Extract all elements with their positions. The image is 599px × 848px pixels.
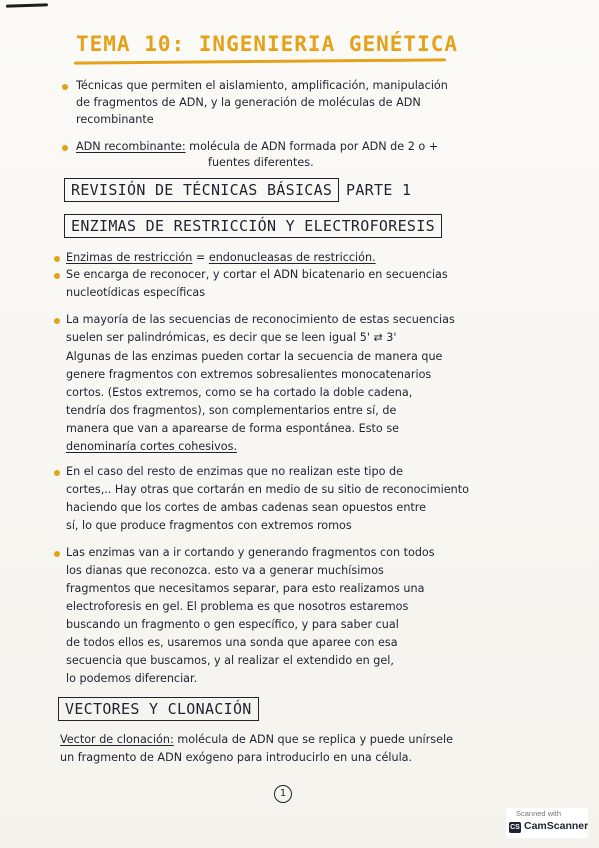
resto-line-4: sí, lo que produce fragmentos con extremos romos bbox=[66, 519, 352, 532]
adn-recombinante-def-2: fuentes diferentes. bbox=[208, 156, 314, 169]
electro-line-3: fragmentos que necesitamos separar, para esto realizamos una bbox=[66, 582, 425, 595]
adn-recombinante-def bbox=[76, 139, 438, 154]
mayoria-line-5: cortos. (Estos extremos, como se ha cortado la doble cadena, bbox=[66, 386, 413, 399]
mayoria-line-2-text: suelen ser palindrómicas, es decir que se leen igual 5' bbox=[66, 331, 370, 344]
bullet-dot bbox=[62, 145, 68, 151]
resto-line-2: cortes,.. Hay otras que cortarán en medio de su sitio de reconocimiento bbox=[66, 483, 469, 496]
electro-line-5: buscando un fragmento o gen específico, y para saber cual bbox=[66, 618, 399, 631]
page-number: 1 bbox=[274, 785, 292, 803]
resto-line-3: haciendo que los cortes de ambas cadenas sean opuestos entre bbox=[66, 501, 427, 514]
section-heading-tecnicas: REVISIÓN DE TÉCNICAS BÁSICAS bbox=[64, 178, 339, 202]
mayoria-line-2 bbox=[66, 330, 396, 345]
vector-term: Vector de clonación: bbox=[60, 733, 174, 746]
bullet-dot bbox=[54, 551, 60, 557]
electro-line-2: los dianas que reconozca. esto va a generar muchísimos bbox=[66, 564, 384, 577]
enzimas-equals: = bbox=[195, 251, 206, 264]
vector-line-1: molécula de ADN que se replica y puede unírsele bbox=[177, 733, 453, 746]
resto-line-1: En el caso del resto de enzimas que no realizan este tipo de bbox=[66, 465, 403, 478]
title-underline bbox=[74, 58, 446, 64]
section-part-label: PARTE 1 bbox=[346, 181, 412, 199]
bullet-dot bbox=[54, 256, 60, 262]
mayoria-line-4: genere fragmentos con extremos sobresalientes monocatenarios bbox=[66, 368, 432, 381]
intro-line-2: de fragmentos de ADN, y la generación de moléculas de ADN bbox=[76, 96, 421, 109]
electro-line-1: Las enzimas van a ir cortando y generando fragmentos con todos bbox=[66, 546, 435, 559]
adn-recombinante-def-1: molécula de ADN formada por ADN de 2 o + bbox=[189, 140, 439, 153]
electro-line-7: secuencia que buscamos, y al realizar el extendido en gel, bbox=[66, 654, 394, 667]
mayoria-line-1: La mayoría de las secuencias de reconocimiento de estas secuencias bbox=[66, 313, 455, 326]
electro-line-4: electroforesis en gel. El problema es que nosotros estaremos bbox=[66, 600, 409, 613]
vector-line-2: un fragmento de ADN exógeno para introducirlo en una célula. bbox=[60, 751, 413, 764]
intro-line-3: recombinante bbox=[76, 113, 154, 126]
bullet-dot bbox=[62, 84, 68, 90]
palindrome-arrows-icon: ⇄ bbox=[373, 331, 383, 344]
electro-line-6: de todos ellos es, usaremos una sonda que aparee con esa bbox=[66, 636, 398, 649]
intro-line-1: Técnicas que permiten el aislamiento, amplificación, manipulación bbox=[76, 79, 448, 92]
scanner-caption: Scanned with bbox=[516, 809, 562, 818]
bullet-dot bbox=[54, 470, 60, 476]
mayoria-line-7: manera que van a aparearse de forma espontánea. Esto se bbox=[66, 422, 400, 435]
mayoria-line-6: tendría dos fragmentos), son complementarios entre sí, de bbox=[66, 404, 397, 417]
enzimas-term: Enzimas de restricción bbox=[66, 251, 193, 264]
bullet-dot bbox=[54, 318, 60, 324]
encarga-line-1: Se encarga de reconocer, y cortar el ADN bicatenario en secuencias bbox=[66, 268, 448, 281]
section-heading-enzimas: ENZIMAS DE RESTRICCIÓN Y ELECTROFORESIS bbox=[64, 214, 442, 238]
encarga-line-2: nucleotídicas específicas bbox=[66, 286, 206, 299]
adn-recombinante-term: ADN recombinante: bbox=[76, 140, 186, 153]
pen-mark bbox=[6, 3, 48, 7]
mayoria-line-2-end: 3' bbox=[386, 331, 397, 344]
mayoria-line-3: Algunas de las enzimas pueden cortar la secuencia de manera que bbox=[66, 350, 443, 363]
enzimas-definition bbox=[66, 250, 376, 265]
camscanner-logo-icon: CS bbox=[510, 824, 520, 831]
section-heading-vectores: VECTORES Y CLONACIÓN bbox=[58, 697, 259, 721]
page-title: TEMA 10: INGENIERIA GENÉTICA bbox=[76, 32, 459, 56]
enzimas-def: endonucleasas de restricción. bbox=[208, 251, 376, 264]
mayoria-line-8: denominaría cortes cohesivos. bbox=[66, 440, 237, 453]
vector-definition bbox=[60, 732, 453, 747]
bullet-dot bbox=[54, 273, 60, 279]
scanner-brand: CamScanner bbox=[524, 820, 589, 832]
electro-line-8: lo podemos diferenciar. bbox=[66, 672, 198, 685]
